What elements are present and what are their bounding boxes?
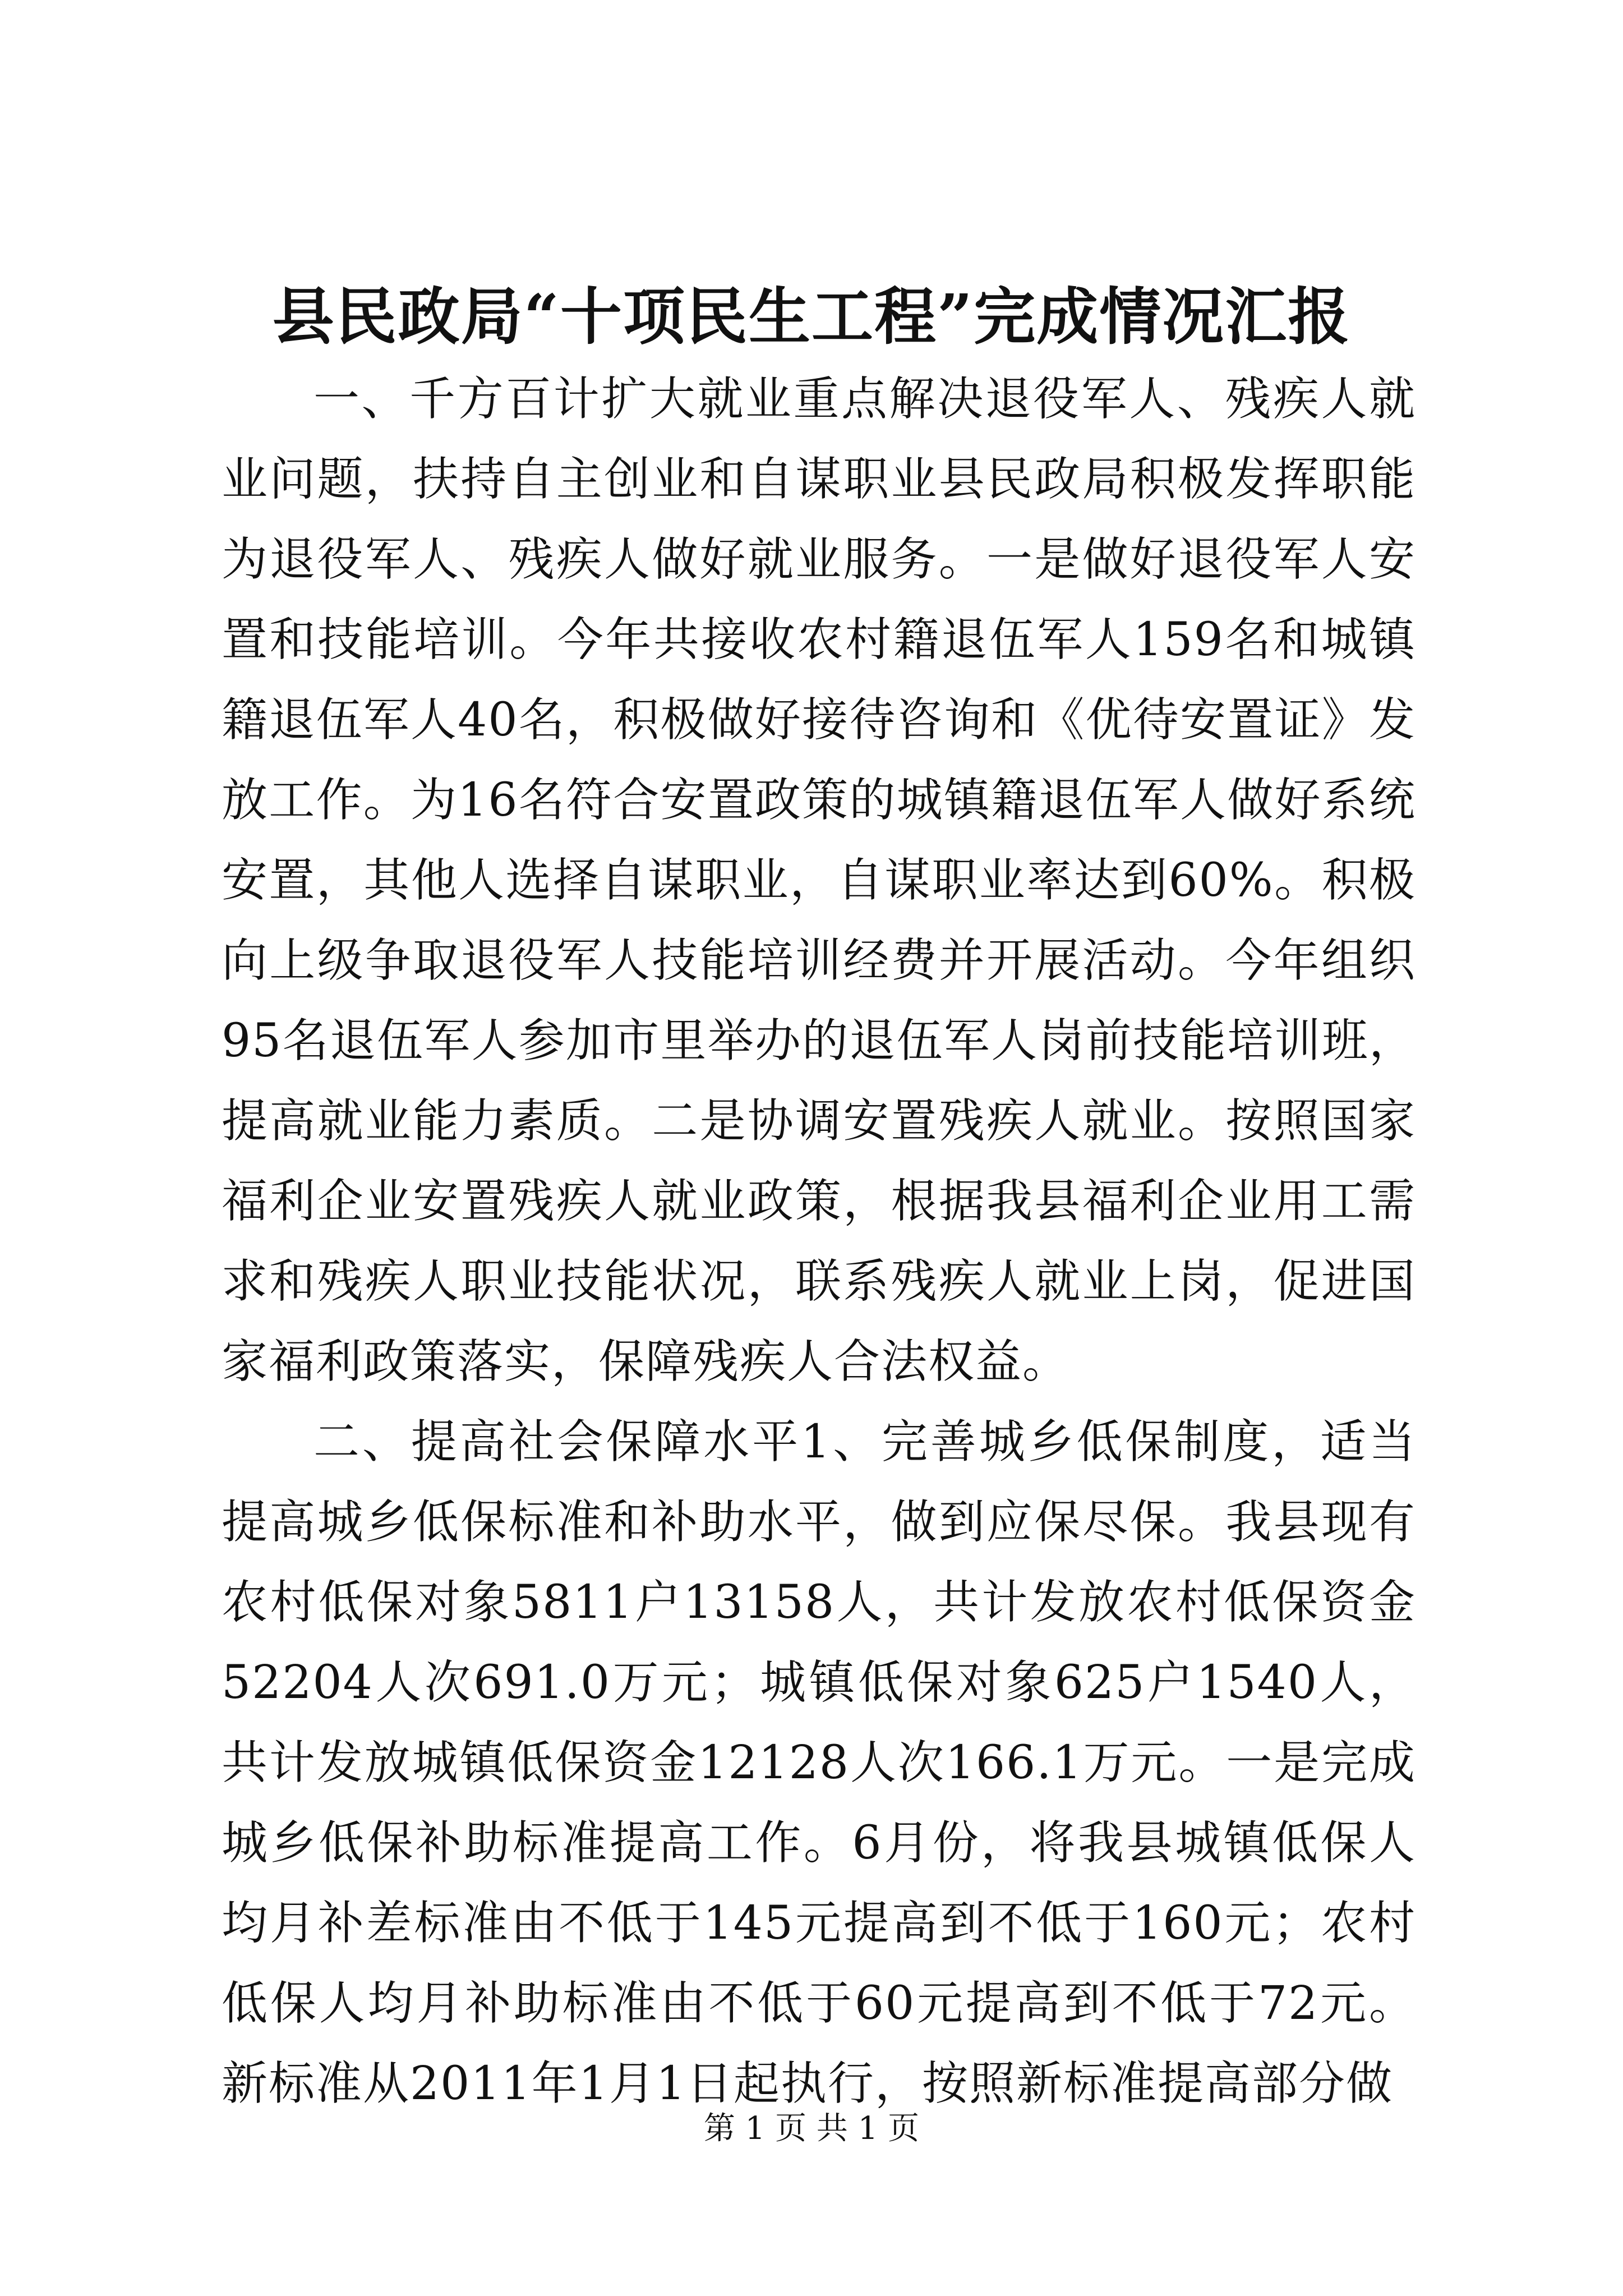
page-number-footer: 第 1 页 共 1 页 [703, 2110, 920, 2147]
paragraph-employment: 一、千方百计扩大就业重点解决退役军人、残疾人就业问题，扶持自主创业和自谋职业县民政局积极发挥职能为退役军人、残疾人做好就业服务。一是做好退役军人安置和技能培训。今年共接收农村籍退伍军人159名和城镇籍退伍军人40名，积极做好接待咨询和《优待安置证》发放工作。为16名符合安置政策的城镇籍退伍军人做好系统安置，其他人选择自谋职业，自谋职业率达到60%。积极向上级争取退役军人技能培训经费并开展活动。今年组织95名退伍军人参加市里举办的退伍军人岗前技能培训班，提高就业能力素质。二是协调安置残疾人就业。按照国家福利企业安置残疾人就业政策，根据我县福利企业用工需求和残疾人职业技能状况，联系残疾人就业上岗，促进国家福利政策落实，保障残疾人合法权益。 [222, 372, 1416, 1388]
paragraph-social-security: 二、提高社会保障水平1、完善城乡低保制度，适当提高城乡低保标准和补助水平，做到应保尽保。我县现有农村低保对象5811户13158人，共计发放农村低保资金52204人次691.0万元；城镇低保对象625户1540人，共计发放城镇低保资金12128人次166.1万元。一是完成城乡低保补助标准提高工作。6月份，将我县城镇低保人均月补差标准由不低于145元提高到不低于160元；农村低保人均月补助标准由不低于60元提高到不低于72元。新标准从2011年1月1日起执行，按照新标准提高部分做 [222, 1415, 1416, 2110]
document-title: 县民政局“十项民生工程”完成情况汇报 [272, 280, 1351, 353]
document-body [222, 359, 1416, 2124]
